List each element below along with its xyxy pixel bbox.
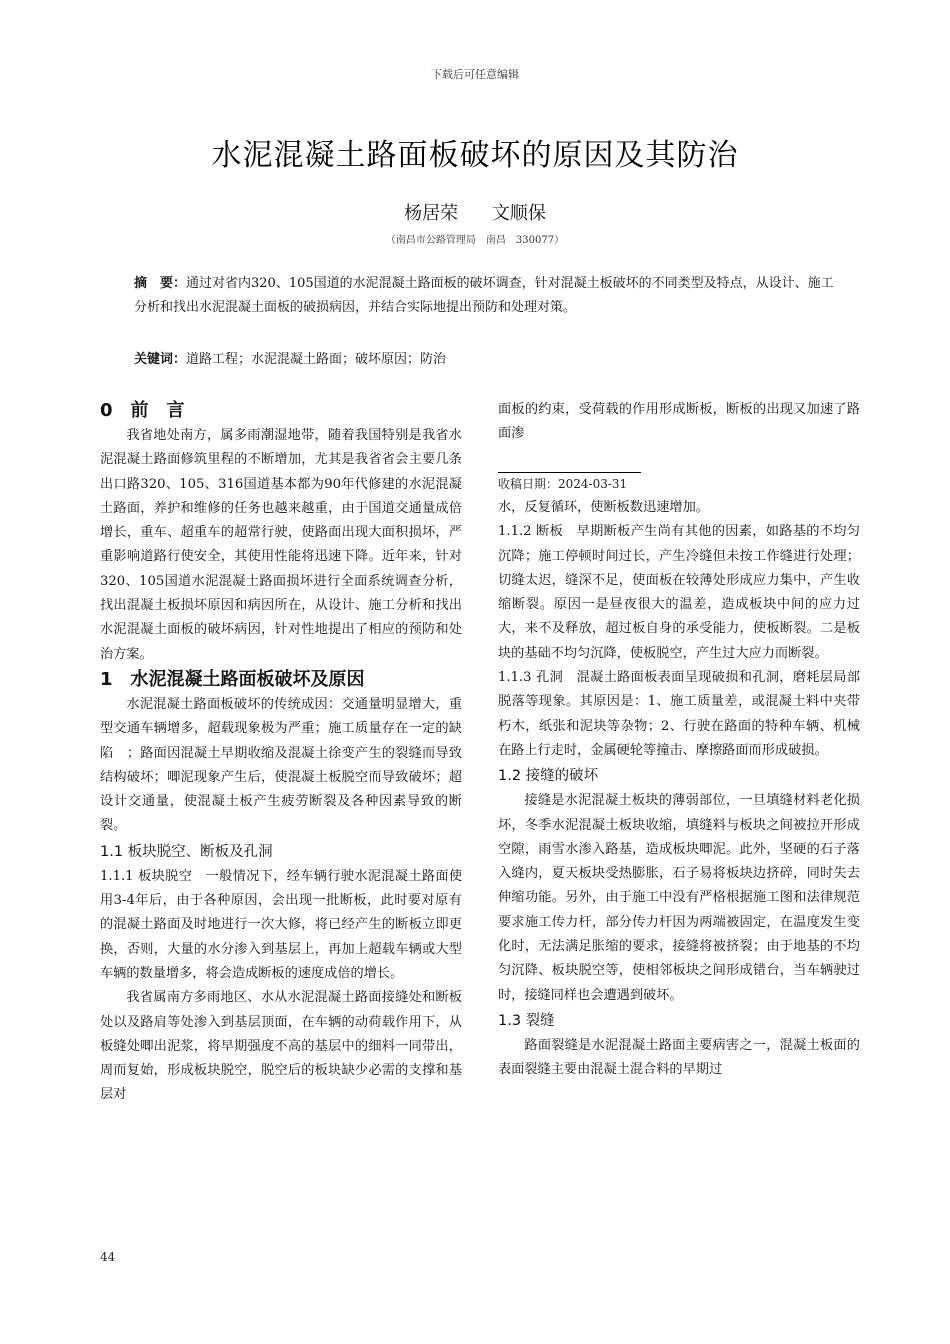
header-note: 下载后可任意编辑	[431, 68, 519, 81]
paragraph	[100, 865, 462, 986]
paragraph: 接缝是水泥混凝土板块的薄弱部位，一旦填缝材料老化损坏，冬季水泥混凝土板块收缩，填缝料与板块之间被拉开形成空隙，雨雪水渗入路基，造成板块唧泥。此外，坚硬的石子落入缝内，夏天板块受热膨胀，石子易将板块边挤碎，同时失去伸缩功能。另外，由于施工中没有严格根据施工图和法律规范要求施工传力杆，部分传力杆因为两端被固定，在温度发生变化时，无法满足胀缩的要求，接缝将被挤裂；由于地基的不均匀沉降、板块脱空等，使相邻板块之间形成错台，当车辆驶过时，接缝同样也会遭遇到破坏。	[498, 793, 860, 1003]
subsection-label: 1.1.1 板块脱空	[100, 868, 193, 884]
abstract	[134, 272, 834, 320]
paragraph: 路面裂缝是水泥混凝土路面主要病害之一，混凝土板面的表面裂缝主要由混凝土混合料的早期过	[498, 1037, 860, 1078]
keywords	[134, 348, 834, 367]
footnote: 收稿日期：2024-03-31	[498, 477, 628, 491]
page-title: 水泥混凝土路面板破坏的原因及其防治	[211, 138, 739, 173]
paragraph: 水，反复循环，使断板数迅速增加。	[498, 500, 709, 515]
subsection-label: 1.1.2 断板	[498, 524, 564, 540]
subsection-label: 1.1.3 孔洞	[498, 670, 564, 686]
section-0-heading: 0 前 言	[100, 400, 185, 421]
left-column	[100, 398, 462, 1108]
page-number: 44	[100, 1250, 116, 1264]
right-column	[498, 496, 860, 1083]
section-1-3-heading: 1.3 裂缝	[498, 1012, 555, 1029]
subsection-text: 一般情况下，经车辆行驶水泥混凝土路面使用3-4年后，由于各种原因，会出现一批断板，此时要对原有的混凝土路面及时地进行一次大修，将已经产生的断板立即更换，否则，大量的水分渗入到基层上，再加上超载车辆或大型车辆的数量增多，将会造成断板的速度成倍的增长。	[100, 868, 463, 981]
section-1-2-heading: 1.2 接缝的破坏	[498, 768, 599, 785]
authors: 杨居荣 文顺保	[404, 203, 546, 224]
footnote-rule	[498, 472, 641, 473]
paragraph: 面板的约束，受荷载的作用形成断板，断板的出现又加速了路面渗	[498, 402, 860, 442]
paragraph: 水泥混凝土路面板破坏的传统成因：交通量明显增大，重型交通车辆增多，超载现象极为严重；施工质量存在一定的缺陷 ；路面因混凝土早期收缩及混凝土徐变产生的裂缝而导致结构破坏；唧泥现象产生后，使混凝土板脱空而导致破坏；超设计交通量，使混凝土板产生疲劳断裂及各种因素导致的断裂。	[100, 696, 462, 834]
subsection-text: 早期断板产生尚有其他的因素，如路基的不均匀沉降；施工停顿时间过长，产生冷缝但未按工作缝进行处理；切缝太迟，缝深不足，使面板在较薄处形成应力集中，产生收缩断裂。原因一是昼夜很大的温差，造成板块中间的应力过大，来不及释放，超过板自身的承受能力，使板断裂。二是板块的基础不均匀沉降，使板脱空，产生过大应力而断裂。	[498, 524, 861, 661]
section-1-heading: 1 水泥混凝土路面板破坏及原因	[100, 668, 365, 690]
keywords-text: 道路工程；水泥混凝土路面；破坏原因；防治	[186, 352, 447, 367]
paragraph	[498, 666, 860, 763]
keywords-label: 关键词：	[134, 352, 187, 367]
abstract-text: 通过对省内320、105国道的水泥混凝土路面板的破坏调查，针对混凝土板破坏的不同类型及特点，从设计、施工分析和找出水泥混凝土面板的破损病因，并结合实际地提出预防和处理对策。	[134, 276, 834, 315]
section-1-1-heading: 1.1 板块脱空、断板及孔洞	[100, 843, 273, 860]
paragraph	[498, 520, 860, 666]
subsection-text: 混凝土路面板表面呈现破损和孔洞，磨耗层局部脱落等现象。其原因是：1、施工质量差，或混凝土料中夹带朽木，纸张和泥块等杂物；2、行驶在路面的特种车辆、机械在路上行走时，金属硬轮等撞击、摩擦路面而形成破损。	[498, 670, 861, 758]
abstract-label: 摘 要：	[134, 276, 187, 291]
affiliation: （南昌市公路管理局 南昌 330077）	[385, 235, 565, 246]
right-column-top	[498, 398, 860, 447]
paragraph: 我省属南方多雨地区、水从水泥混凝土路面接缝处和断板处以及路肩等处渗入到基层顶面，在车辆的动荷载作用下，从板缝处唧出泥浆，将早期强度不高的基层中的细料一同带出，周而复始，形成板块脱空，脱空后的板块缺少必需的支撑和基层对	[100, 990, 462, 1103]
paragraph: 我省地处南方，属多雨潮湿地带，随着我国特别是我省水泥混凝土路面修筑里程的不断增加，尤其是我省省会主要几条出口路320、105、316国道基本都为90年代修建的水泥混凝土路面，养护和维修的任务也越来越重，由于国道交通量成倍增长，重车、超重车的超常行驶，使路面出现大面积损坏，严重影响道路行使安全，其使用性能将迅速下降。近年来，针对320、105国道水泥混凝土路面损坏进行全面系统调查分析，找出混凝土板损坏原因和病因所在，从设计、施工分析和找出水泥混凝土面板的破坏病因，针对性地提出了相应的预防和处治方案。	[100, 428, 462, 662]
